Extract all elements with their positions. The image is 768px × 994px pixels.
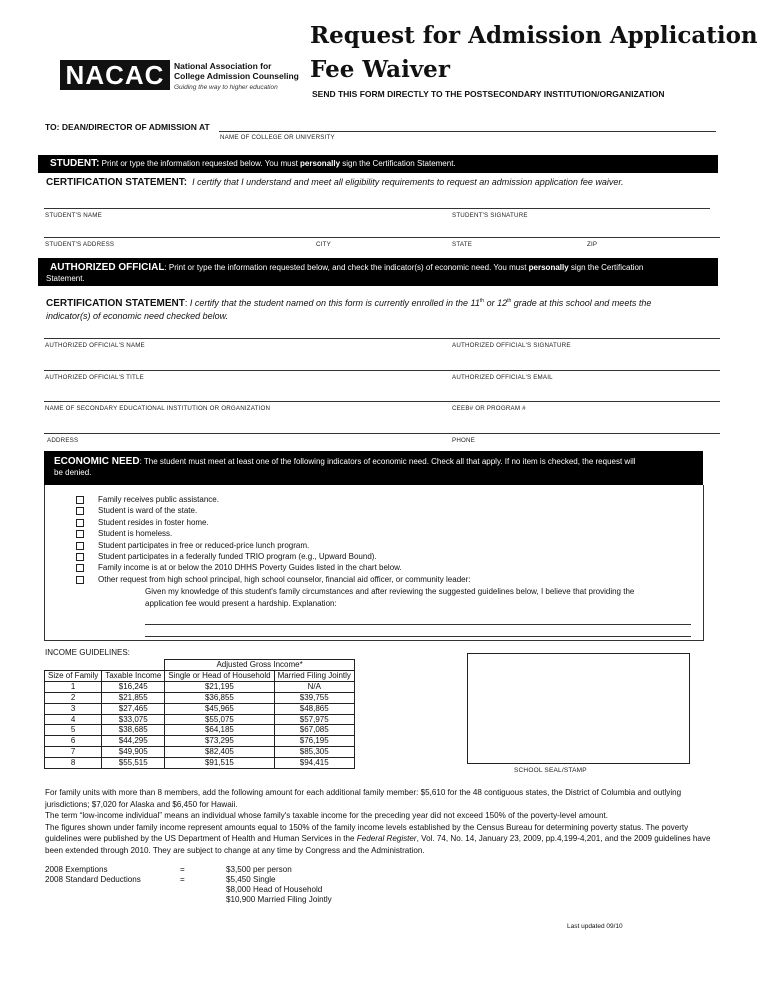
org-name-line2: College Admission Counseling	[174, 71, 299, 81]
cell: $91,515	[165, 758, 274, 769]
cell: $44,295	[102, 736, 165, 747]
cell: $67,085	[274, 725, 354, 736]
student-cert-label: CERTIFICATION STATEMENT:	[46, 177, 188, 188]
table-row	[45, 725, 355, 736]
student-sig-caption: STUDENT'S SIGNATURE	[452, 212, 528, 219]
note-1: For family units with more than 8 members, add the following amount for each additional family member: $5,610 for the 48 contiguous states, the District of Columbia and outlying jurisdictions; $7,020 for Alaska and $6,450 for Hawaii.	[45, 788, 682, 809]
cell: $49,905	[102, 747, 165, 758]
economic-bar-line2: be denied.	[54, 468, 92, 477]
official-bar-bold: AUTHORIZED OFFICIAL	[50, 262, 165, 273]
student-city-caption: CITY	[316, 241, 331, 248]
cell: $39,755	[274, 692, 354, 703]
table-row	[45, 747, 355, 758]
cell: $27,465	[102, 703, 165, 714]
cell: $16,245	[102, 681, 165, 692]
cell: $55,075	[165, 714, 274, 725]
official-header-bar	[38, 258, 718, 286]
cell: N/A	[274, 681, 354, 692]
note-3b: , Vol. 74, No. 14, January 23, 2009, pp.4,199-4,201, and the 2009 guidelines have been extended through 2010. They are subject to change at any time by Congress and the Administration.	[45, 834, 711, 855]
table-row	[45, 681, 355, 692]
income-guidelines-label: INCOME GUIDELINES:	[45, 648, 130, 657]
cell: 3	[45, 703, 102, 714]
agi-header: Adjusted Gross Income*	[165, 660, 355, 671]
student-address-field[interactable]	[44, 237, 720, 238]
note-2: The term “low-income individual” means an individual whose family's taxable income for the preceding year did not exceed 150% of the poverty-level amount.	[45, 811, 609, 820]
student-bar-bold: STUDENT:	[50, 158, 100, 169]
table-row	[45, 714, 355, 725]
col-taxable-header: Taxable Income	[102, 670, 165, 681]
official-bar-tail: sign the Certification	[568, 263, 644, 272]
col-single-header: Single or Head of Household	[165, 670, 274, 681]
checklist-item[interactable]	[76, 505, 471, 516]
checkbox[interactable]	[76, 542, 84, 550]
checkbox[interactable]	[76, 564, 84, 572]
explanation-field-1[interactable]	[145, 624, 691, 625]
checklist-label: Student participates in a federally funded TRIO program (e.g., Upward Bound).	[98, 552, 377, 562]
explanation-line1: Given my knowledge of this student's family circumstances and after reviewing the suggested guidelines below, I believe that providing the	[145, 587, 635, 596]
seal-caption: SCHOOL SEAL/STAMP	[514, 767, 587, 774]
official-bar-emph: personally	[528, 263, 569, 272]
col-size-header: Size of Family	[45, 670, 102, 681]
student-name-caption: STUDENT'S NAME	[45, 212, 102, 219]
student-header-bar	[38, 155, 718, 173]
cell: $33,075	[102, 714, 165, 725]
student-state-caption: STATE	[452, 241, 473, 248]
exemptions-eq: =	[180, 865, 185, 874]
checkbox[interactable]	[76, 496, 84, 504]
cell: 4	[45, 714, 102, 725]
student-cert-statement	[46, 177, 624, 188]
checklist-label: Family income is at or below the 2010 DHHS Poverty Guides listed in the chart below.	[98, 563, 402, 573]
checklist-label: Other request from high school principal, high school counselor, financial aid officer, or community leader:	[98, 574, 471, 584]
economic-bar-text: : The student must meet at least one of the following indicators of economic need. Check all that apply. If no item is checked, the request will	[139, 457, 636, 466]
exemptions-value: $3,500 per person	[226, 865, 292, 874]
cell: $73,295	[165, 736, 274, 747]
official-cert-text3: grade at this school and meets the	[511, 298, 652, 308]
official-bar-line2: Statement.	[46, 274, 85, 283]
deduction-single: $5,450 Single	[226, 875, 276, 884]
notes-paragraph	[45, 787, 725, 856]
income-table	[44, 659, 355, 769]
subtitle: SEND THIS FORM DIRECTLY TO THE POSTSECONDARY INSTITUTION/ORGANIZATION	[312, 89, 665, 99]
table-row	[45, 692, 355, 703]
cell: 5	[45, 725, 102, 736]
cell: $85,305	[274, 747, 354, 758]
deductions-label: 2008 Standard Deductions	[45, 875, 141, 884]
cell: $94,415	[274, 758, 354, 769]
official-ceeb-caption: CEEB# OR PROGRAM #	[452, 405, 526, 412]
note-3	[45, 822, 725, 857]
org-name-line1: National Association for	[174, 61, 272, 71]
cell: $64,185	[165, 725, 274, 736]
student-name-field[interactable]	[44, 208, 710, 209]
official-title-caption: AUTHORIZED OFFICIAL'S TITLE	[45, 374, 144, 381]
official-title-field[interactable]	[44, 370, 720, 371]
note-3-italic: Federal Register	[356, 834, 417, 843]
school-seal-box[interactable]	[467, 653, 690, 764]
economic-header-bar	[44, 451, 703, 485]
checkbox[interactable]	[76, 553, 84, 561]
deductions-eq: =	[180, 875, 185, 884]
last-updated: Last updated 09/10	[567, 923, 623, 930]
checklist-item[interactable]	[76, 528, 471, 539]
college-name-caption: NAME OF COLLEGE OR UNIVERSITY	[220, 134, 335, 141]
checkbox[interactable]	[76, 576, 84, 584]
student-cert-text: I certify that I understand and meet all eligibility requirements to request an admission application fee waiver.	[192, 177, 624, 187]
note-3a: The figures shown under family income represent amounts equal to 150% of the family income levels established by the Census Bureau for determining poverty status. The poverty guidelines were published by the US Department of Health and Human Services in the	[45, 822, 689, 843]
cell: 1	[45, 681, 102, 692]
student-zip-caption: ZIP	[587, 241, 598, 248]
cell: $55,515	[102, 758, 165, 769]
checklist-item[interactable]	[76, 494, 471, 505]
explanation-line2: application fee would present a hardship. Explanation:	[145, 598, 337, 608]
official-cert-sup2: th	[507, 298, 512, 304]
checklist-label: Family receives public assistance.	[98, 495, 219, 504]
exemptions-label: 2008 Exemptions	[45, 865, 108, 874]
page-title-line1: Request for Admission Application	[310, 22, 758, 49]
economic-checklist	[76, 494, 471, 585]
checkbox[interactable]	[76, 507, 84, 515]
official-phone-caption: PHONE	[452, 437, 476, 444]
checklist-label: Student resides in foster home.	[98, 517, 209, 527]
deduction-married: $10,900 Married Filing Jointly	[226, 895, 332, 904]
col-married-header: Married Filing Jointly	[274, 670, 354, 681]
table-row	[45, 703, 355, 714]
official-cert-text4: indicator(s) of economic need checked below.	[46, 311, 229, 321]
cell: $38,685	[102, 725, 165, 736]
official-cert-statement: CERTIFICATION STATEMENT: I certify that the student named on this form is currently enrolled in the 11th or 12th grade at this school and meets the indicator(s) of economic need checked below.	[46, 298, 652, 321]
official-cert-label: CERTIFICATION STATEMENT	[46, 298, 185, 309]
cell: 2	[45, 692, 102, 703]
official-cert-text1: I certify that the student named on this form is currently enrolled in the 11	[189, 298, 480, 308]
table-header-spacer	[45, 660, 165, 671]
checkbox[interactable]	[76, 519, 84, 527]
cell: $76,195	[274, 736, 354, 747]
official-address-caption: ADDRESS	[47, 437, 79, 444]
cell: $21,195	[165, 681, 274, 692]
student-bar-emph: personally	[300, 159, 341, 168]
official-name-caption: AUTHORIZED OFFICIAL'S NAME	[45, 342, 145, 349]
explanation-field-2[interactable]	[145, 636, 691, 637]
cell: 7	[45, 747, 102, 758]
economic-bar-bold: ECONOMIC NEED	[54, 456, 140, 467]
table-row	[45, 758, 355, 769]
official-sig-caption: AUTHORIZED OFFICIAL'S SIGNATURE	[452, 342, 571, 349]
cell: $21,855	[102, 692, 165, 703]
official-name-field[interactable]	[44, 338, 720, 339]
page-title-line2: Fee Waiver	[310, 56, 450, 83]
official-cert-sup1: th	[479, 298, 485, 304]
tagline: Guiding the way to higher education	[174, 84, 278, 91]
college-name-field[interactable]	[219, 131, 716, 132]
official-school-field[interactable]	[44, 401, 720, 402]
student-bar-tail: sign the Certification Statement.	[340, 159, 456, 168]
cell: 8	[45, 758, 102, 769]
cell: $36,855	[165, 692, 274, 703]
deduction-head: $8,000 Head of Household	[226, 885, 323, 894]
checklist-item[interactable]	[76, 540, 471, 551]
table-row	[45, 736, 355, 747]
cell: $48,865	[274, 703, 354, 714]
cell: 6	[45, 736, 102, 747]
official-school-caption: NAME OF SECONDARY EDUCATIONAL INSTITUTION OR ORGANIZATION	[45, 405, 271, 412]
official-email-caption: AUTHORIZED OFFICIAL'S EMAIL	[452, 374, 553, 381]
checklist-item[interactable]	[76, 574, 471, 585]
official-address-field[interactable]	[44, 433, 720, 434]
checklist-label: Student is homeless.	[98, 529, 173, 539]
cell: $82,405	[165, 747, 274, 758]
official-cert-text2: or 12	[484, 298, 508, 308]
checklist-item[interactable]	[76, 562, 471, 573]
student-bar-text: Print or type the information requested below. You must	[99, 159, 301, 168]
to-label: TO: DEAN/DIRECTOR OF ADMISSION AT	[45, 122, 210, 132]
checklist-label: Student participates in free or reduced-price lunch program.	[98, 540, 310, 550]
official-bar-text: : Print or type the information requested below, and check the indicator(s) of economic need. You must	[164, 263, 529, 272]
student-address-caption: STUDENT'S ADDRESS	[45, 241, 115, 248]
cell: $57,975	[274, 714, 354, 725]
checklist-item[interactable]	[76, 517, 471, 528]
cell: $45,965	[165, 703, 274, 714]
checklist-label: Student is ward of the state.	[98, 506, 198, 516]
checkbox[interactable]	[76, 530, 84, 538]
nacac-logo: NACAC	[60, 60, 170, 90]
checklist-item[interactable]	[76, 551, 471, 562]
explanation-text	[145, 586, 705, 609]
